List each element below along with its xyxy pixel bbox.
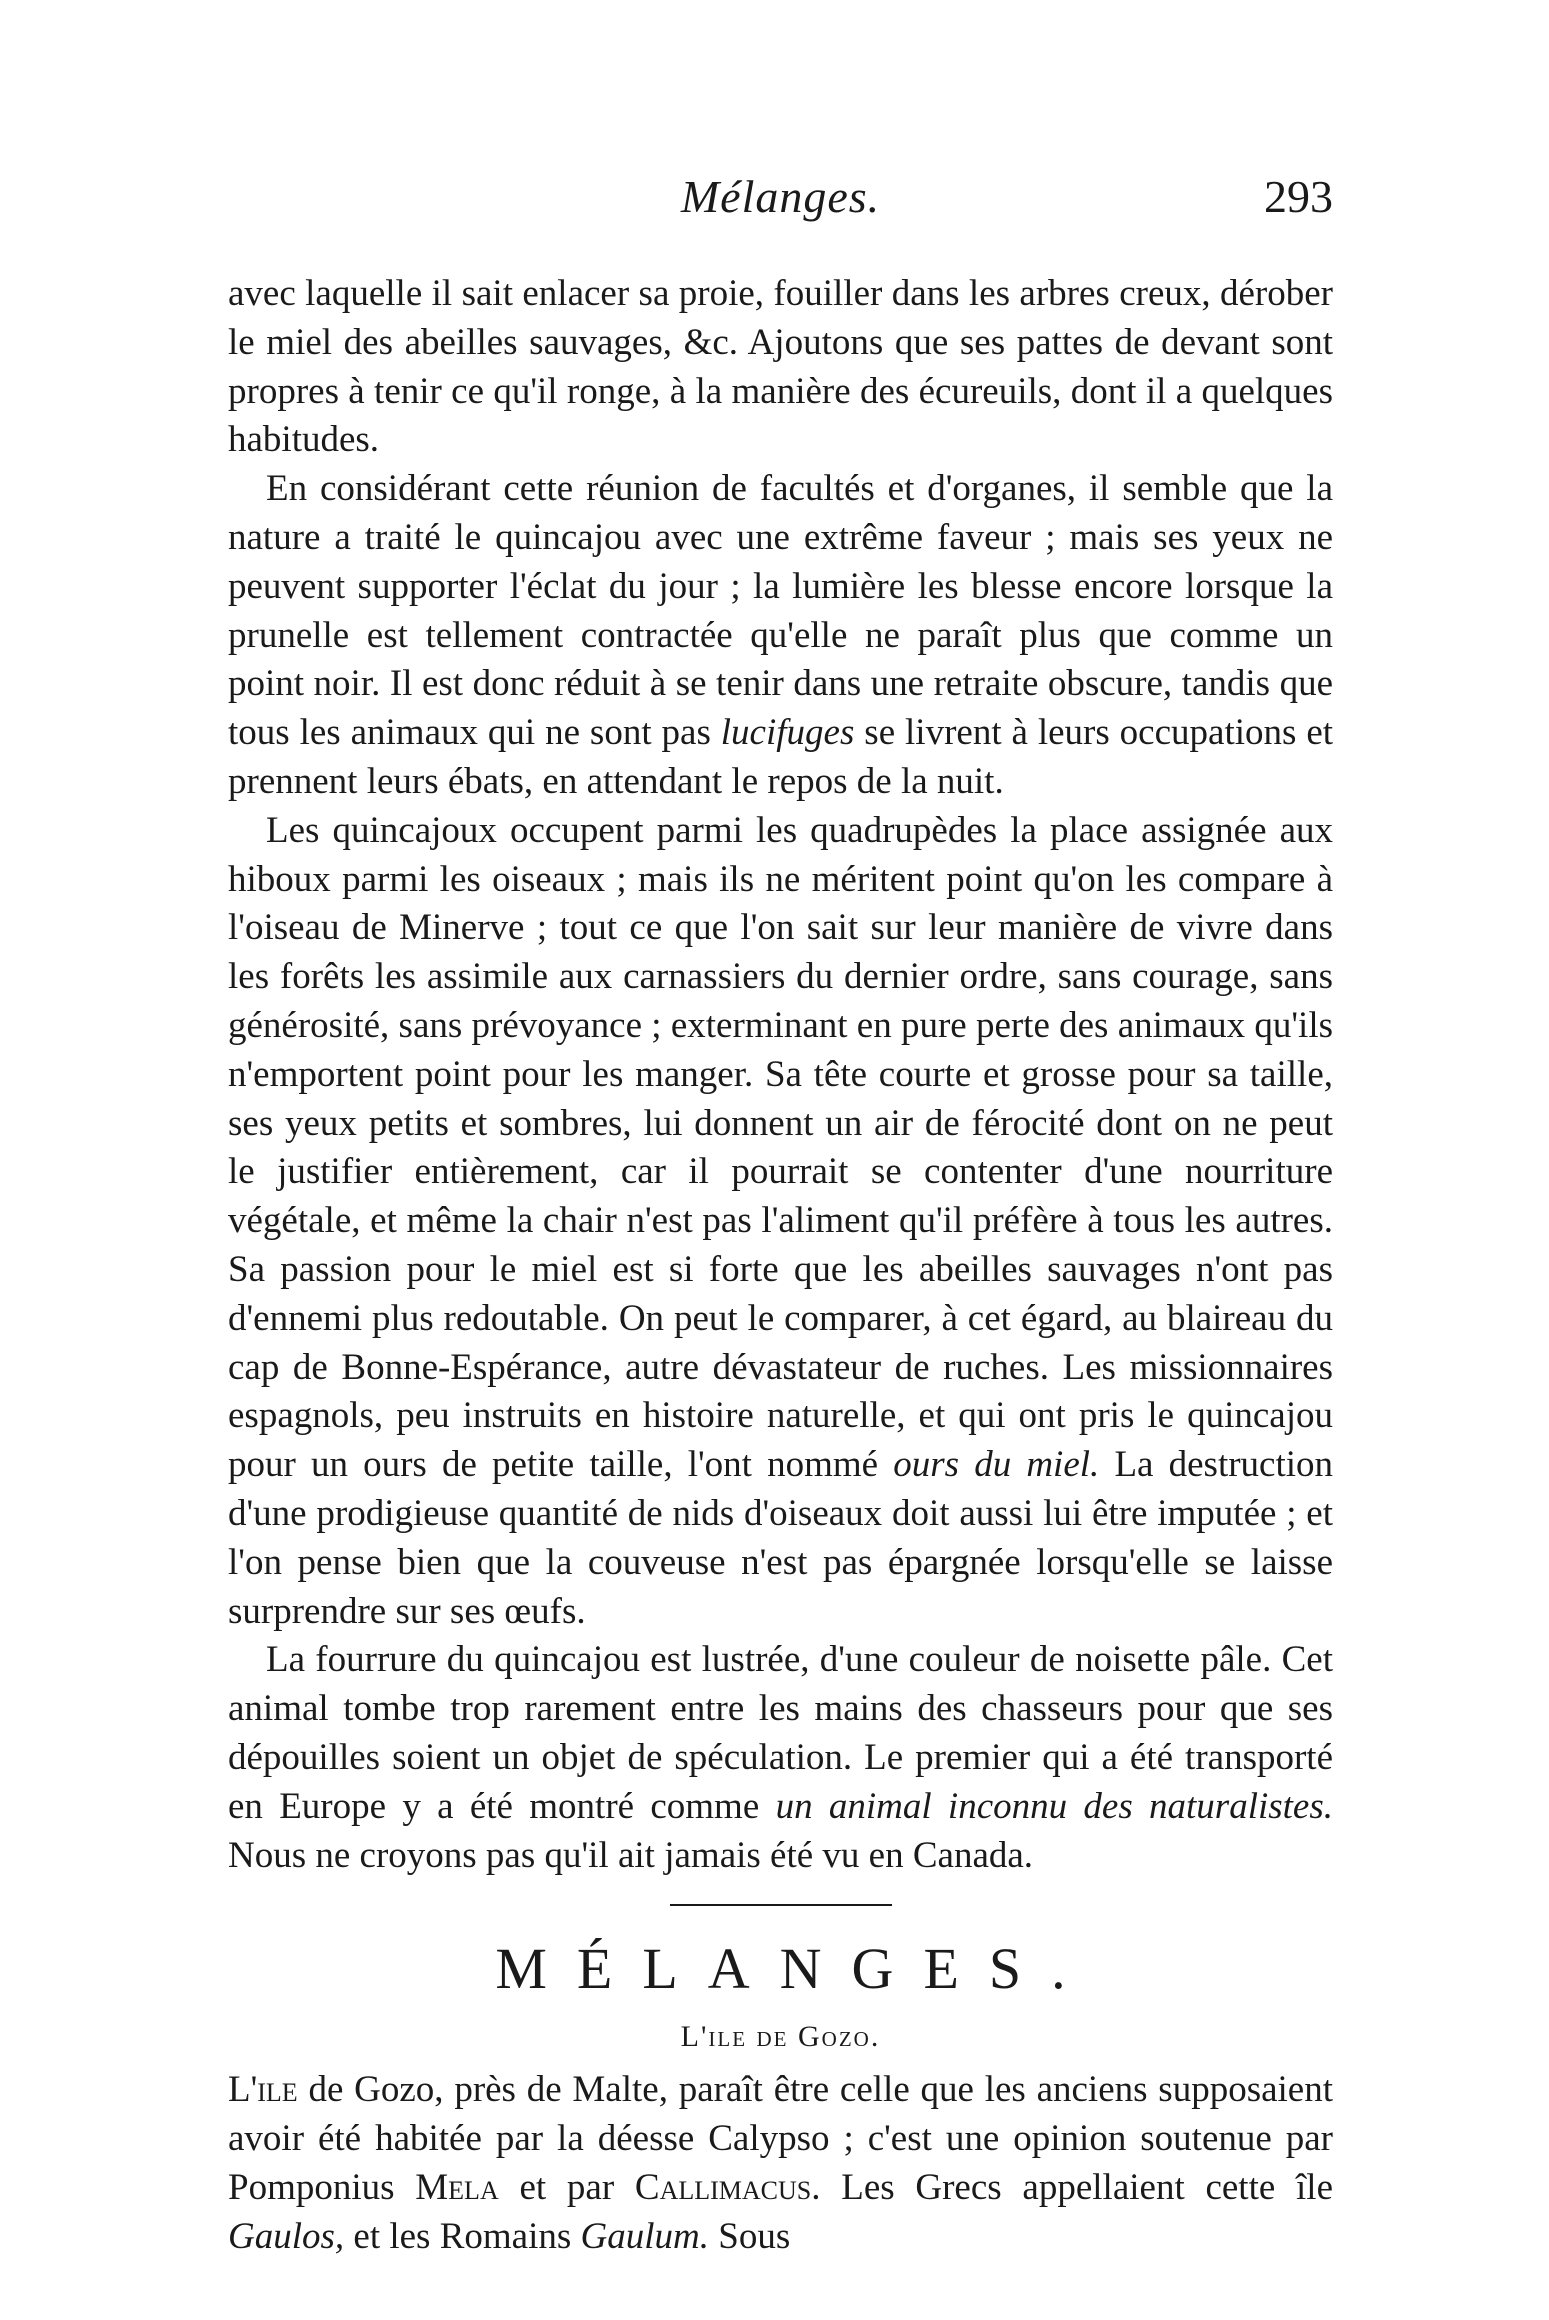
paragraph-text: et les Romains [353, 2215, 572, 2257]
paragraph-text: avec laquelle il sait enlacer sa proie, fouiller dans les arbres creux, dérober le miel des abeilles sauvages, &c. Ajoutons que ses pattes de devant sont propres à tenir ce qu'il ronge, à la manière des écureuils, dont il a quelques habitudes. [228, 273, 1333, 461]
paragraph-text: se livrent à leurs occupations et prennent leurs ébats, en attendant le repos de la nuit. [228, 712, 1334, 802]
italic-phrase-animal-inconnu: un animal inconnu des naturalistes. [775, 1785, 1334, 1827]
paragraph-text: Nous ne croyons pas qu'il ait jamais été vu en Canada. [228, 1834, 1034, 1876]
subsection-title: L'ile de Gozo. [680, 2020, 881, 2054]
italic-term-gaulum: Gaulum. [580, 2215, 710, 2257]
paragraph-text: La fourrure du quincajou est lustrée, d'une couleur de noisette pâle. Cet animal tombe trop rarement entre les mains des chasseurs pour que ses dépouilles soient un objet de spéculation. Le premier qui a été transporté en Europe y a été montré comme [228, 1639, 1333, 1827]
italic-term-ours-du-miel: ours du miel. [893, 1444, 1100, 1486]
section-title: MÉLANGES. [495, 1936, 1096, 2002]
paragraph-facultes [228, 465, 1333, 807]
paragraph-text: En considérant cette réunion de facultés et d'organes, il semble que la nature a traité le quincajou avec une extrême faveur ; mais ses yeux ne peuvent supporter l'éclat du jour ; la lumière les blesse encore lorsque la prunelle est tellement contractée qu'elle ne paraît plus que comme un point noir. Il est donc réduit à se tenir dans une retraite obscure, tandis que tous les animaux qui ne sont pas [228, 468, 1333, 754]
text-block [228, 270, 1333, 2261]
running-head [228, 170, 1333, 240]
author-name-mela: Mela [415, 2166, 499, 2208]
paragraph-continuation [228, 270, 1333, 465]
italic-term-lucifuges: lucifuges [720, 712, 855, 754]
paragraph-text: La destruction d'une prodigieuse quantité de nids d'oiseaux doit aussi lui être imputée ; et l'on pense bien que la couveuse n'est pas épargnée lorsqu'elle se laisse surprendre sur ses œufs. [228, 1444, 1334, 1632]
paragraph-text: Les quincajoux occupent parmi les quadrupèdes la place assignée aux hiboux parmi les oiseaux ; mais ils ne méritent point qu'on les compare à l'oiseau de Minerve ; tout ce que l'on sait sur leur manière de vivre dans les forêts les assimile aux carnassiers du dernier ordre, sans courage, sans générosité, sans prévoyance ; exterminant en pure perte des animaux qu'ils n'emportent point pour les manger. Sa tête courte et grosse pour sa taille, ses yeux petits et sombres, lui donnent un air de férocité dont on ne peut le justifier entièrement, car il pourrait se contenter d'une nourriture végétale, et même la chair n'est pas l'aliment qu'il préfère à tous les autres. Sa passion pour le miel est si forte que les abeilles sauvages n'ont pas d'ennemi plus redoutable. On peut le comparer, à cet égard, au blaireau du cap de Bonne-Espérance, autre dévastateur de ruches. Les missionnaires espagnols, peu instruits en histoire naturelle, et qui ont pris le quincajou pour un ours de petite taille, l'ont nommé [228, 809, 1333, 1486]
author-name-callimacus: Callimacus. [634, 2166, 821, 2208]
paragraph-fourrure [228, 1636, 1333, 1880]
lead-word: L'ile [228, 2069, 298, 2111]
paragraph-quincajoux [228, 807, 1333, 1637]
running-title: Mélanges. [680, 171, 881, 222]
paragraph-gozo [228, 2066, 1333, 2261]
paragraph-text: de Gozo, près de Malte, paraît être celle que les anciens supposaient avoir été habitée par la déesse Calypso ; c'est une opinion soutenue par Pomponius [228, 2069, 1333, 2208]
paragraph-text: Les Grecs appellaient cette île [841, 2166, 1333, 2208]
section-divider-rule [670, 1904, 892, 1906]
paragraph-text: Sous [718, 2215, 791, 2257]
paragraph-text: et par [519, 2166, 615, 2208]
page-number: 293 [1264, 171, 1333, 222]
italic-term-gaulos: Gaulos, [228, 2215, 345, 2257]
